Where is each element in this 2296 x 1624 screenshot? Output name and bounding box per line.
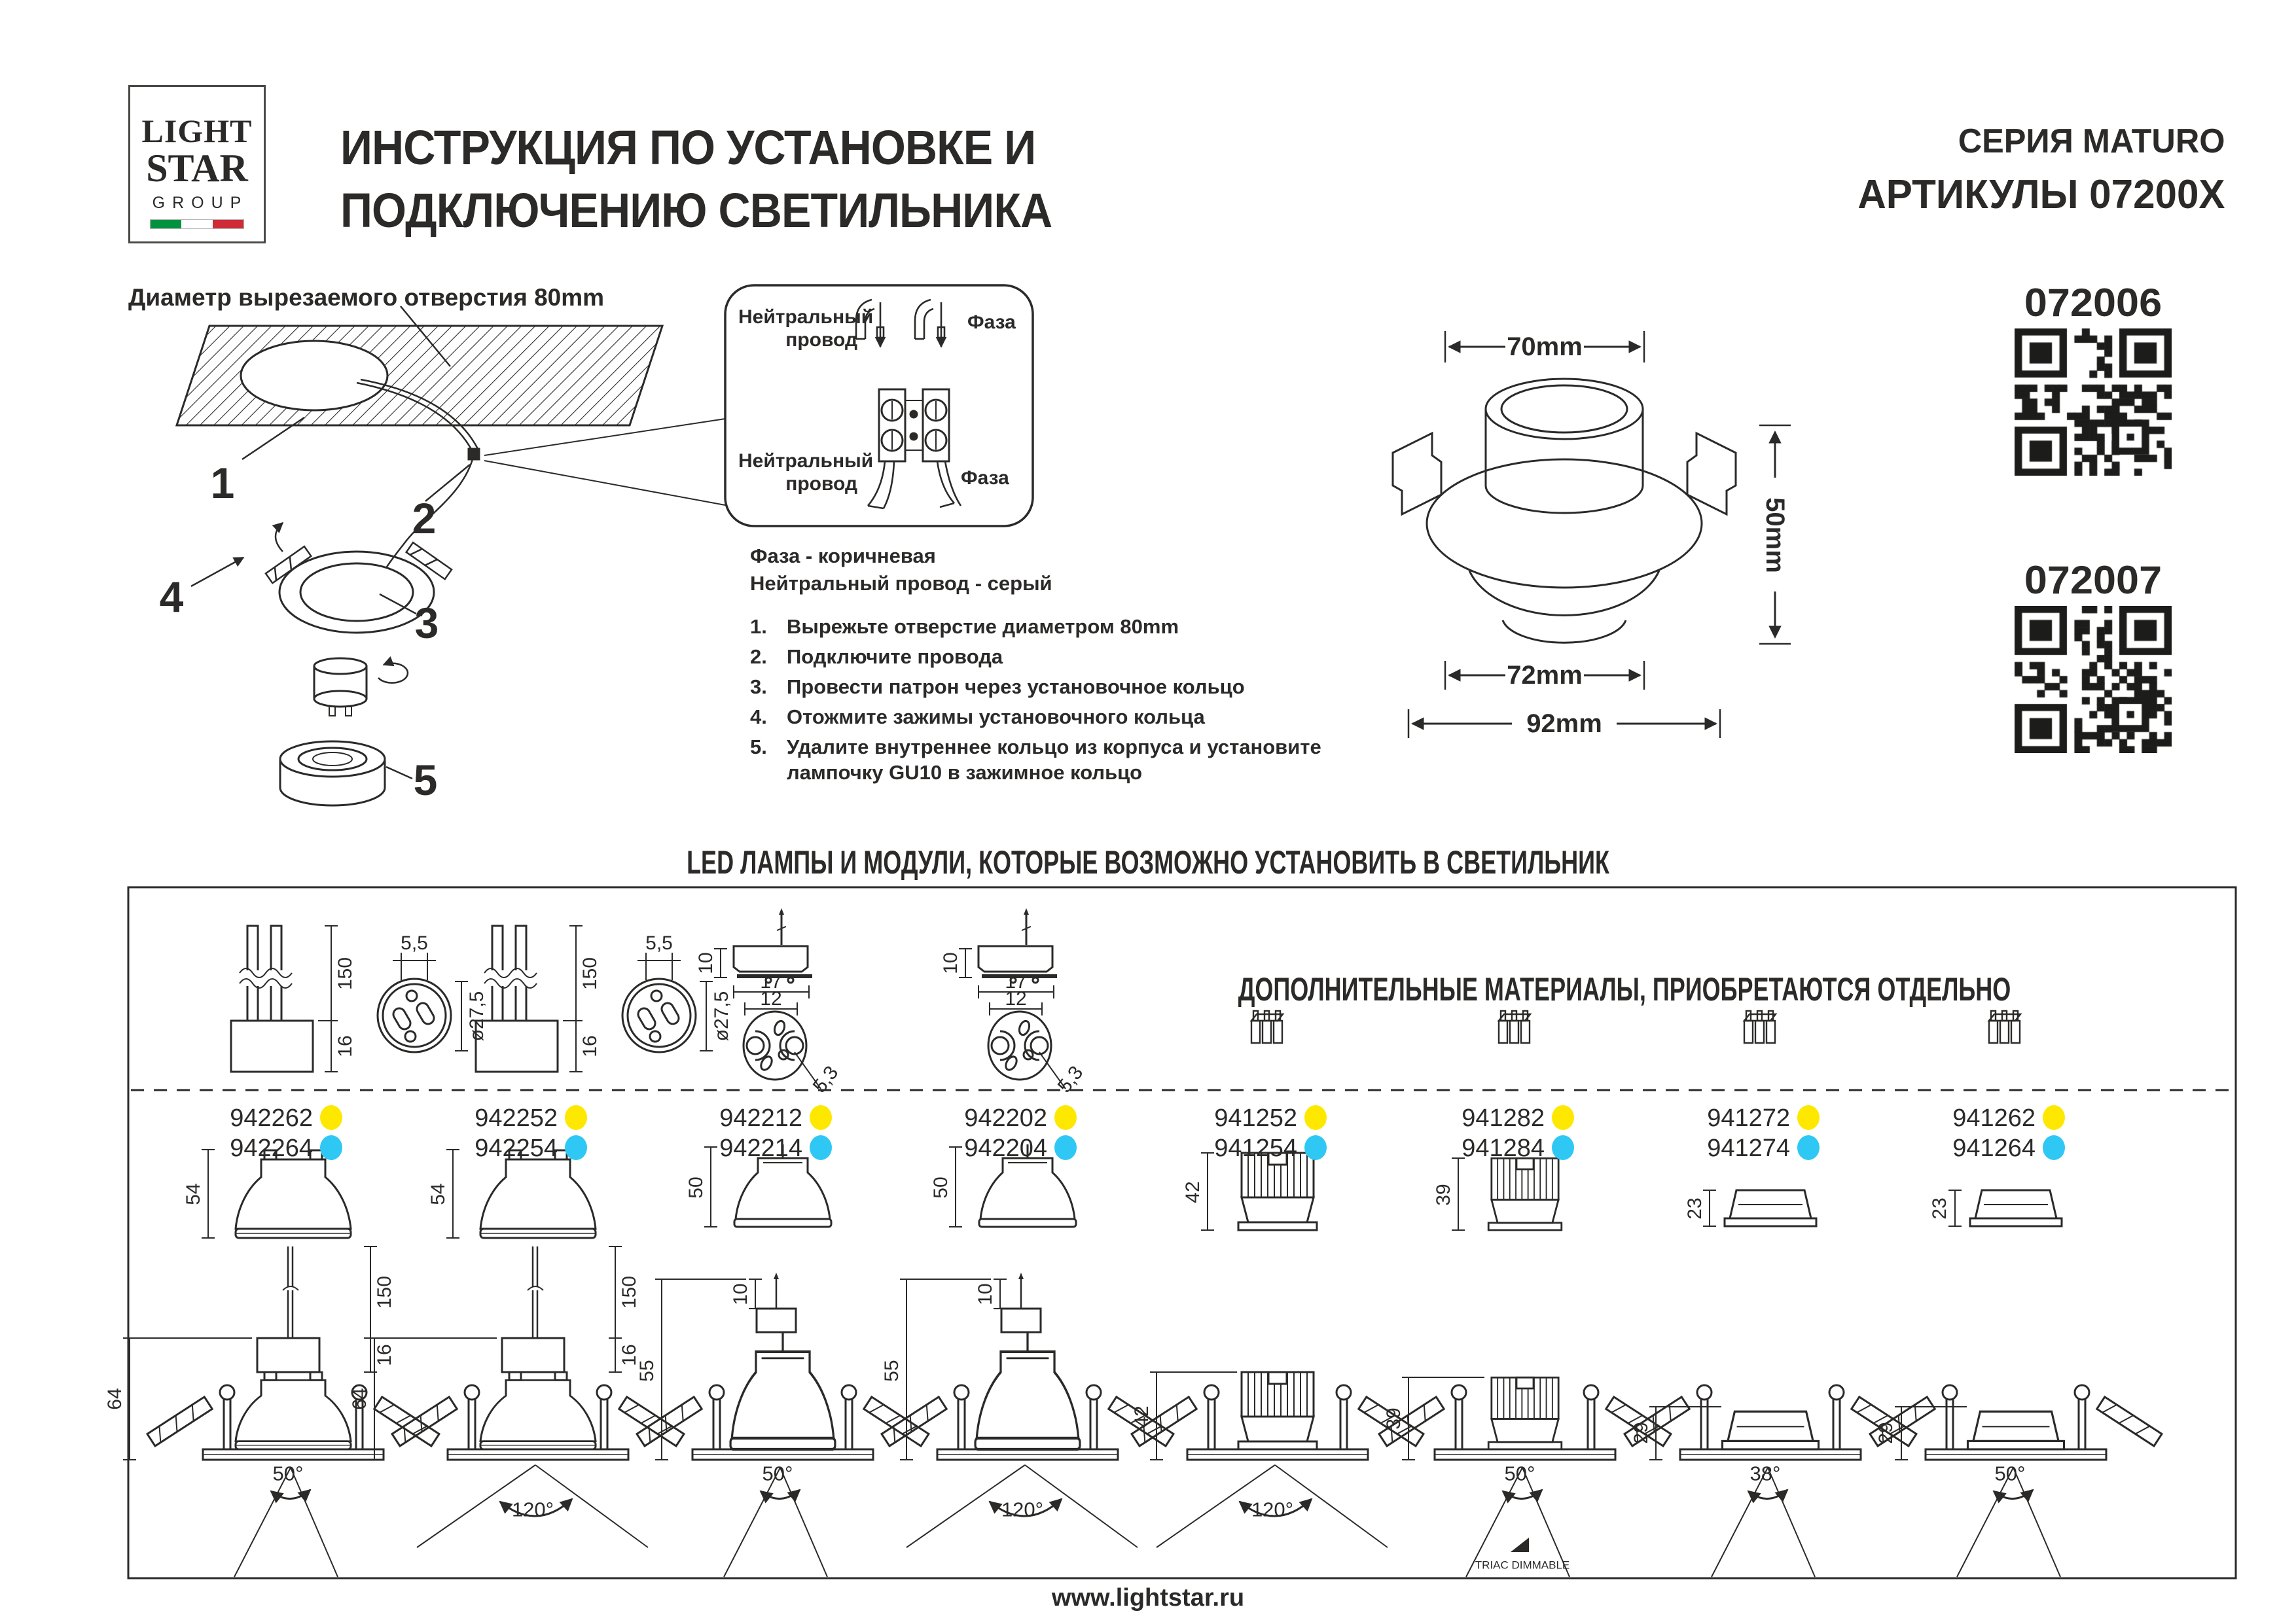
lamp-column-drawing xyxy=(1379,1011,1671,1577)
dim-label: 16 xyxy=(579,1035,601,1057)
dim-label: 10 xyxy=(975,1283,996,1305)
callout-1: 1 xyxy=(210,459,235,507)
article-number: 941272 xyxy=(1707,1104,1790,1132)
cool-color-dot xyxy=(810,1135,832,1160)
dim-top-width: 70mm xyxy=(1507,332,1583,361)
article-number: 942214 xyxy=(719,1135,802,1162)
product-code: 072006 xyxy=(2024,281,2162,325)
warm-color-dot xyxy=(1552,1105,1574,1130)
step-number: 5. xyxy=(750,735,767,759)
dim-label: 23 xyxy=(1929,1197,1950,1220)
extras-title: ДОПОЛНИТЕЛЬНЫЕ МАТЕРИАЛЫ, ПРИОБРЕТАЮТСЯ ОТДЕЛЬНО xyxy=(1238,971,2011,1008)
dim-label: 55 xyxy=(636,1360,658,1382)
step-text: Провести патрон через установочное кольцо xyxy=(787,675,1245,699)
step-number: 1. xyxy=(750,615,767,638)
dim-label: 150 xyxy=(374,1275,395,1309)
cool-color-dot xyxy=(1054,1135,1077,1160)
dim-label: 10 xyxy=(695,952,717,974)
dim-label: 5,3 xyxy=(808,1062,843,1097)
warm-color-dot xyxy=(810,1105,832,1130)
article-number: 941282 xyxy=(1462,1104,1545,1132)
title-line-2: ПОДКЛЮЧЕНИЮ СВЕТИЛЬНИКА xyxy=(340,183,1052,238)
dim-label: 64 xyxy=(104,1388,126,1410)
cool-color-dot xyxy=(565,1135,587,1160)
triac-dimmable-label: TRIAC DIMMABLE xyxy=(1475,1559,1570,1572)
dim-label: 16 xyxy=(374,1344,395,1366)
neutral-wire-label-top: Нейтральный провод xyxy=(738,306,874,351)
dim-label: 5,3 xyxy=(1053,1062,1088,1097)
phase-color-note: Фаза - коричневая xyxy=(750,544,936,567)
dim-label: 17 xyxy=(1005,971,1027,993)
dim-height: 50mm xyxy=(1761,497,1789,573)
step-text: Отожмите зажимы установочного кольца xyxy=(787,705,1205,729)
article-number: 941262 xyxy=(1952,1104,2036,1132)
warm-color-dot xyxy=(1304,1105,1327,1130)
article-number: 942212 xyxy=(719,1104,802,1132)
lamp-column-drawing xyxy=(368,926,713,1547)
dim-label: 42 xyxy=(1182,1181,1204,1203)
beam-angle-label: 120° xyxy=(511,1498,554,1521)
step-item xyxy=(750,644,1326,669)
lamp-column-drawing xyxy=(1132,1011,1424,1547)
fixture-dimensions-drawing xyxy=(1393,331,1791,738)
step-number: 3. xyxy=(750,675,767,699)
step-item xyxy=(750,704,1326,730)
beam-angle-label: 50° xyxy=(762,1462,793,1485)
dim-label: 29 xyxy=(1875,1422,1897,1444)
article-number: 942202 xyxy=(964,1104,1047,1132)
series-label: СЕРИЯ MATURO xyxy=(1958,122,2225,160)
dim-label: 10 xyxy=(730,1283,751,1305)
dim-label: 12 xyxy=(760,988,782,1010)
logo-light: LIGHT xyxy=(141,113,253,149)
lamp-column-drawing xyxy=(1870,1011,2162,1577)
article-number: 941284 xyxy=(1462,1135,1545,1162)
terminal-block-icon xyxy=(879,389,949,461)
ceiling-cutout-drawing xyxy=(177,306,662,459)
step-number: 4. xyxy=(750,705,767,729)
callout-2: 2 xyxy=(412,494,437,542)
beam-angle-label: 50° xyxy=(1504,1462,1535,1485)
dim-label: 12 xyxy=(1005,988,1027,1010)
phase-label-top: Фаза xyxy=(967,311,1016,333)
product-code: 072007 xyxy=(2024,558,2162,602)
dim-label: 42 xyxy=(1131,1405,1153,1428)
dim-label: 5,5 xyxy=(401,932,428,954)
dim-label: ø27,5 xyxy=(466,991,488,1042)
page-title xyxy=(340,116,1052,242)
hole-diameter-note: Диаметр вырезаемого отверстия 80mm xyxy=(128,284,605,311)
dim-label: 10 xyxy=(940,952,961,974)
article-number: 942264 xyxy=(230,1135,313,1162)
website-link[interactable]: www.lightstar.ru xyxy=(1051,1584,1245,1612)
series-block xyxy=(1858,122,2225,218)
dim-label: 54 xyxy=(427,1183,449,1205)
warm-color-dot xyxy=(565,1105,587,1130)
step-item xyxy=(750,674,1326,699)
article-number: 941252 xyxy=(1214,1104,1297,1132)
qr-code-072007 xyxy=(2015,606,2172,753)
article-number: 942252 xyxy=(475,1104,558,1132)
dim-label: ø27,5 xyxy=(711,991,732,1042)
dim-label: 50 xyxy=(930,1176,952,1199)
dim-label: 39 xyxy=(1433,1184,1454,1206)
warm-color-dot xyxy=(1797,1105,1820,1130)
callout-5: 5 xyxy=(413,756,438,804)
article-number: 941264 xyxy=(1952,1135,2036,1162)
phase-label-bottom: Фаза xyxy=(961,467,1009,489)
beam-angle-label: 50° xyxy=(1994,1462,2026,1485)
beam-angle-label: 50° xyxy=(272,1462,304,1485)
step-text: Вырежьте отверстие диаметром 80mm xyxy=(787,615,1179,638)
dim-label: 150 xyxy=(334,957,356,991)
lamps-table-title: LED ЛАМПЫ И МОДУЛИ, КОТОРЫЕ ВОЗМОЖНО УСТАНОВИТЬ В СВЕТИЛЬНИК xyxy=(687,844,1609,881)
dim-label: 17 xyxy=(760,971,782,993)
cool-color-dot xyxy=(1552,1135,1574,1160)
beam-angle-label: 120° xyxy=(1001,1498,1044,1521)
article-number: 942254 xyxy=(475,1135,558,1162)
warm-color-dot xyxy=(1054,1105,1077,1130)
beam-angle-label: 120° xyxy=(1251,1498,1294,1521)
lightstar-logo xyxy=(128,85,266,243)
cool-color-dot xyxy=(320,1135,342,1160)
title-line-1: ИНСТРУКЦИЯ ПО УСТАНОВКЕ И xyxy=(340,120,1036,175)
lamp-column-drawing xyxy=(882,908,1174,1547)
warm-color-dot xyxy=(320,1105,342,1130)
dim-label: 55 xyxy=(881,1360,903,1382)
logo-star: STAR xyxy=(146,147,248,190)
cool-color-dot xyxy=(2043,1135,2065,1160)
step-text: Удалите внутреннее кольцо из корпуса и установите лампочку GU10 в зажимное кольцо xyxy=(787,735,1321,785)
lamp-column-drawing xyxy=(1624,1011,1916,1577)
step-item xyxy=(750,734,1326,785)
cool-color-dot xyxy=(1797,1135,1820,1160)
article-number: 941274 xyxy=(1707,1135,1790,1162)
step-text: Подключите провода xyxy=(787,645,1003,669)
step-number: 2. xyxy=(750,645,767,669)
italy-flag-icon xyxy=(150,219,244,229)
dim-label: 39 xyxy=(1383,1407,1405,1430)
logo-group: GROUP xyxy=(152,194,249,212)
article-number: 942204 xyxy=(964,1135,1047,1162)
dim-label: 150 xyxy=(619,1275,640,1309)
article-number: 941254 xyxy=(1214,1135,1297,1162)
dim-label: 50 xyxy=(685,1176,707,1199)
dim-label: 64 xyxy=(349,1388,370,1410)
dim-body-width: 72mm xyxy=(1507,661,1583,690)
article-number: 942262 xyxy=(230,1104,313,1132)
step-item xyxy=(750,614,1326,639)
cable-and-fixture-drawing xyxy=(191,380,725,805)
dim-label: 16 xyxy=(619,1344,640,1366)
cool-color-dot xyxy=(1304,1135,1327,1160)
articles-label: АРТИКУЛЫ 07200X xyxy=(1857,172,2225,217)
dim-label: 54 xyxy=(183,1183,204,1205)
installation-steps-list xyxy=(750,614,1326,790)
dim-label: 5,5 xyxy=(645,932,673,954)
callout-4: 4 xyxy=(159,573,184,621)
beam-angle-label: 38° xyxy=(1749,1462,1781,1485)
qr-code-072006 xyxy=(2015,328,2172,476)
neutral-wire-label-bottom: Нейтральный провод xyxy=(738,450,874,495)
neutral-color-note: Нейтральный провод - серый xyxy=(750,572,1052,595)
callout-3: 3 xyxy=(414,599,439,647)
dim-label: 150 xyxy=(579,957,601,991)
dim-overall-width: 92mm xyxy=(1526,709,1602,738)
dim-label: 16 xyxy=(334,1035,356,1057)
dim-label: 29 xyxy=(1630,1422,1652,1444)
warm-color-dot xyxy=(2043,1105,2065,1130)
dim-label: 23 xyxy=(1684,1197,1706,1220)
